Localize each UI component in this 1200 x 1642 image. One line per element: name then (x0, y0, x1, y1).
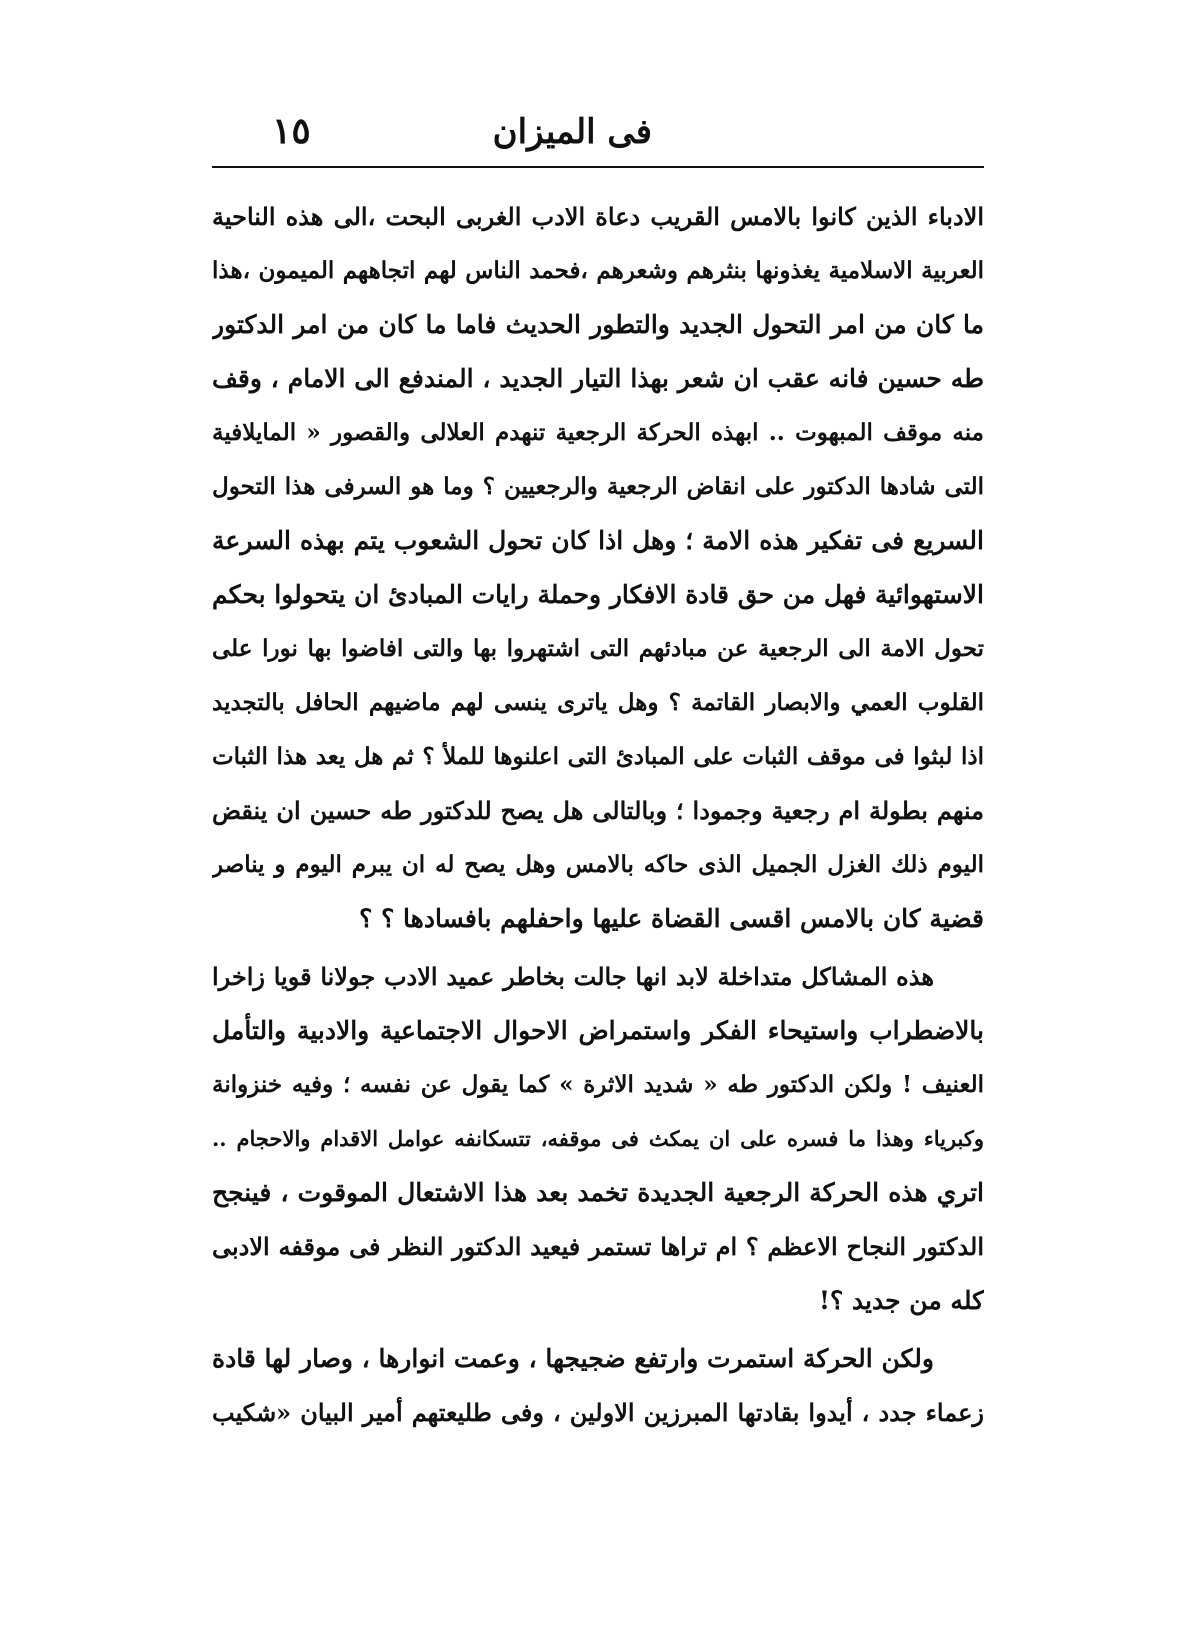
page-number: ١٥ (272, 110, 311, 152)
text-line: اتري هذه الحركة الرجعية الجديدة تخمد بعد هذا الاشتعال الموقوت ، فينجح (212, 1178, 984, 1207)
text-line: زعماء جدد ، أيدوا بقادتها المبرزين الاولين ، وفى طليعتهم أمير البيان «شكيب (212, 1398, 984, 1427)
running-header (212, 108, 984, 158)
text-line: الاستهوائية فهل من حق قادة الافكار وحملة رايات المبادئ ان يتحولوا بحكم (212, 580, 984, 609)
body-text (212, 190, 984, 1440)
text-line: ما كان من امر التحول الجديد والتطور الحديث فاما ما كان من امر الدكتور (212, 310, 984, 339)
text-line: القلوب العمي والابصار القاتمة ؟ وهل ياترى ينسى لهم ماضيهم الحافل بالتجديد (212, 689, 984, 716)
text-line: منهم بطولة ام رجعية وجمودا ؛ وبالتالى هل يصح للدكتور طه حسين ان ينقض (212, 796, 984, 825)
paragraph-2 (212, 950, 984, 1328)
text-line: منه موقف المبهوت .. ابهذه الحركة الرجعية تنهدم العلالى والقصور « المايلافية (212, 419, 984, 446)
paragraph-3 (212, 1332, 984, 1440)
header-rule (212, 166, 984, 168)
text-line: تحول الامة الى الرجعية عن مبادئهم التى اشتهروا بها والتى افاضوا بها نورا على (212, 635, 984, 662)
text-line: اليوم ذلك الغزل الجميل الذى حاكه بالامس وهل يصح له ان يبرم اليوم و يناصر (212, 851, 984, 878)
text-line: هذه المشاكل متداخلة لابد انها جالت بخاطر عميد الادب جولانا قويا زاخرا (212, 962, 934, 991)
text-line: وكبرياء وهذا ما فسره على ان يمكث فى موقفه، تتسكانفه عوامل الاقدام والاحجام .. (212, 1126, 984, 1151)
text-line: ولكن الحركة استمرت وارتفع ضجيجها ، وعمت انوارها ، وصار لها قادة (212, 1344, 934, 1373)
text-line: كله من جديد ؟! (818, 1286, 984, 1315)
text-line: بالاضطراب واستيحاء الفكر واستمراض الاحوال الاجتماعية والادبية والتأمل (212, 1016, 984, 1045)
text-line: الادباء الذين كانوا بالامس القريب دعاة الادب الغربى البحت ،الى هذه الناحية (212, 202, 984, 231)
paragraph-1 (212, 190, 984, 946)
text-line: اذا لبثوا فى موقف الثبات على المبادئ التى اعلنوها للملأ ؟ ثم هل يعد هذا الثبات (212, 743, 984, 770)
text-line: طه حسين فانه عقب ان شعر بهذا التيار الجديد ، المندفع الى الامام ، وقف (212, 364, 984, 393)
running-title: فى الميزان (492, 112, 652, 152)
text-line: التى شادها الدكتور على انقاض الرجعية والرجعيين ؟ وما هو السرفى هذا التحول (212, 473, 984, 500)
text-line: العربية الاسلامية يغذونها بنثرهم وشعرهم ،فحمد الناس لهم اتجاههم الميمون ،هذا (212, 257, 984, 284)
text-line: السريع فى تفكير هذه الامة ؛ وهل اذا كان تحول الشعوب يتم بهذه السرعة (212, 526, 984, 555)
text-line: العنيف ! ولكن الدكتور طه « شديد الاثرة » كما يقول عن نفسه ؛ وفيه خنزوانة (212, 1071, 984, 1098)
text-line: الدكتور النجاح الاعظم ؟ ام تراها تستمر فيعيد الدكتور النظر فى موقفه الادبى (212, 1232, 984, 1261)
text-line: قضية كان بالامس اقسى القضاة عليها واحفلهم بافسادها ؟ ؟ (359, 904, 984, 933)
